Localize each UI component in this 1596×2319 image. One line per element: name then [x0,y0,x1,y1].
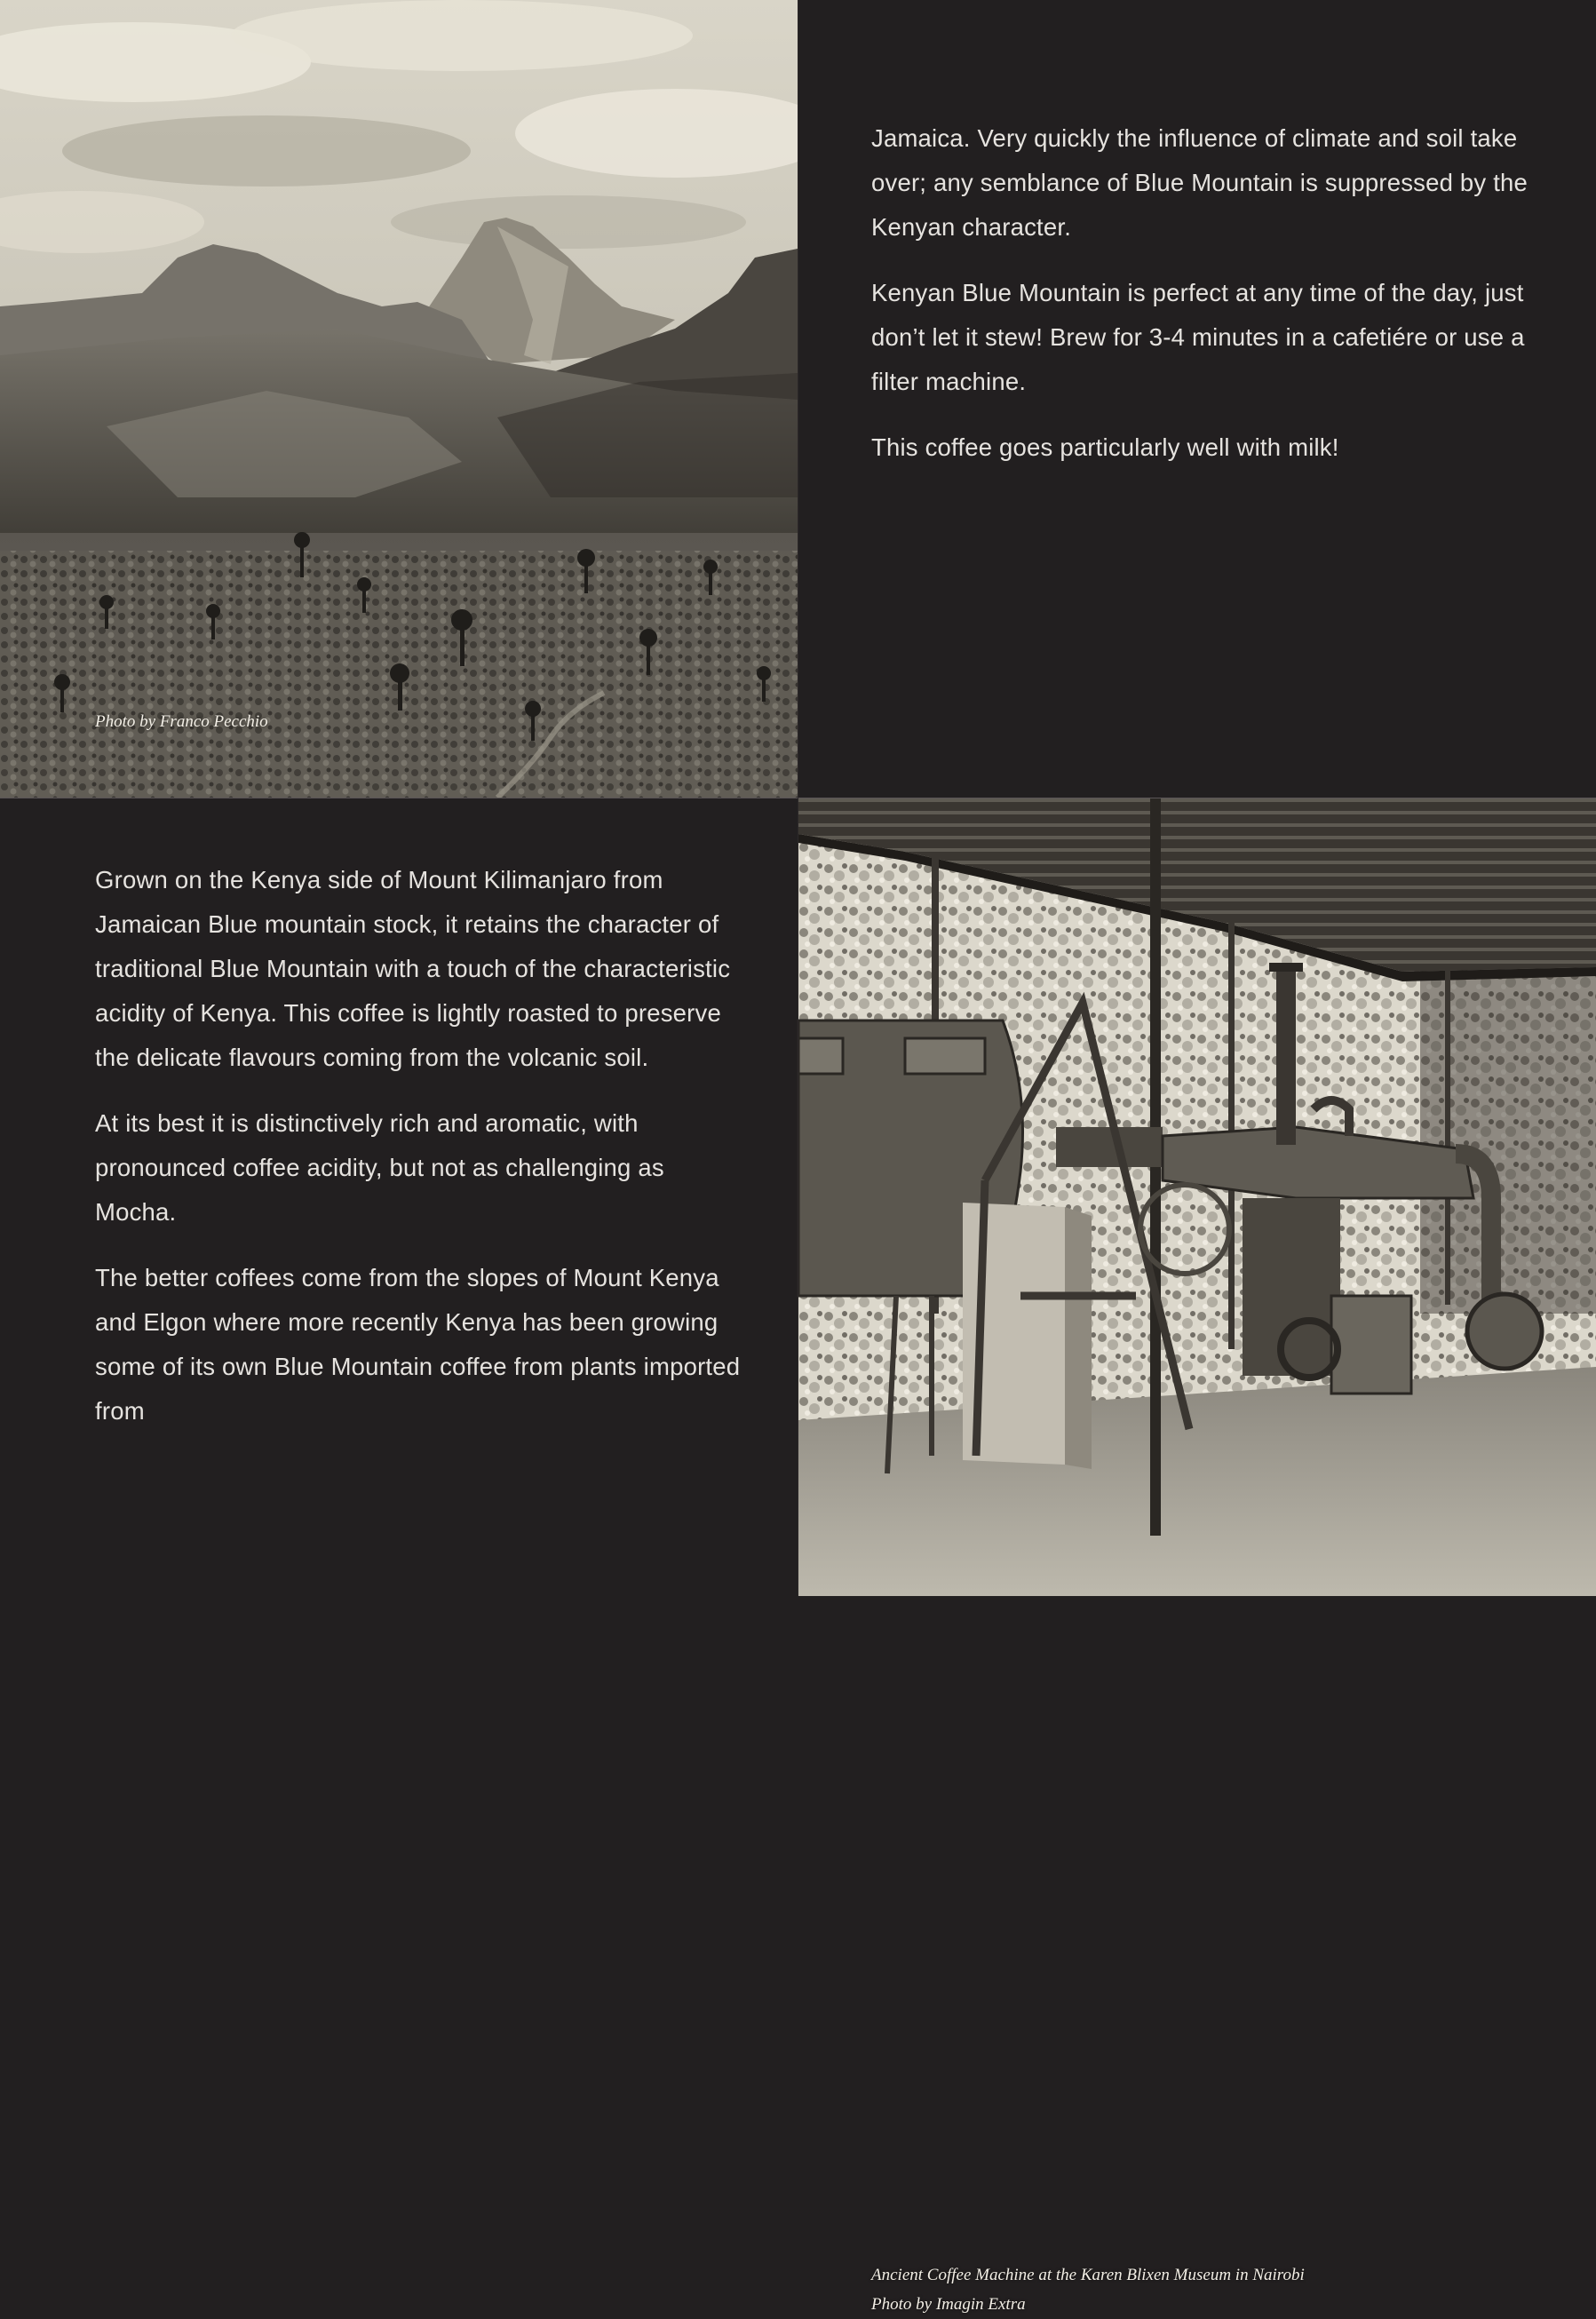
left-paragraph-1: Grown on the Kenya side of Mount Kilimanjaro from Jamaican Blue mountain stock, it retains the character of traditional Blue Mountain with a touch of the characteristic acidity of Kenya. This coffee is lightly roasted to preserve the delicate flavours coming from the volcanic soil. [95,866,731,1071]
mountain-photo-caption: Photo by Franco Pecchio [95,712,268,731]
right-paragraph-3: This coffee goes particularly well with milk! [871,433,1339,461]
mountain-landscape-photo [0,0,798,798]
right-paragraph-2: Kenyan Blue Mountain is perfect at any time of the day, just don’t let it stew! Brew for 3-4 minutes in a cafetiére or use a filter machine. [871,279,1525,395]
machine-photo-panel [798,798,1596,2314]
left-text-block [95,858,743,1455]
right-text-panel [798,0,1596,798]
machine-caption-credit: Photo by Imagin Extra [871,2295,1026,2314]
coffee-machine-photo [798,798,1596,1596]
right-paragraph-1: Jamaica. Very quickly the influence of climate and soil take over; any semblance of Blue Mountain is suppressed by the Kenyan character. [871,124,1529,241]
left-paragraph-2: At its best it is distinctively rich and aromatic, with pronounced coffee acidity, but not as challenging as Mocha. [95,1109,664,1226]
machine-caption-title: Ancient Coffee Machine at the Karen Blixen Museum in Nairobi [871,2266,1305,2284]
right-text-block [871,116,1546,491]
mountain-photo-panel [0,0,798,798]
left-paragraph-3: The better coffees come from the slopes of Mount Kenya and Elgon where more recently Kenya has been growing some of its own Blue Mountain coffee from plants imported from [95,1264,741,1425]
machine-photo-caption [871,2260,1305,2319]
left-text-panel [0,798,798,1596]
